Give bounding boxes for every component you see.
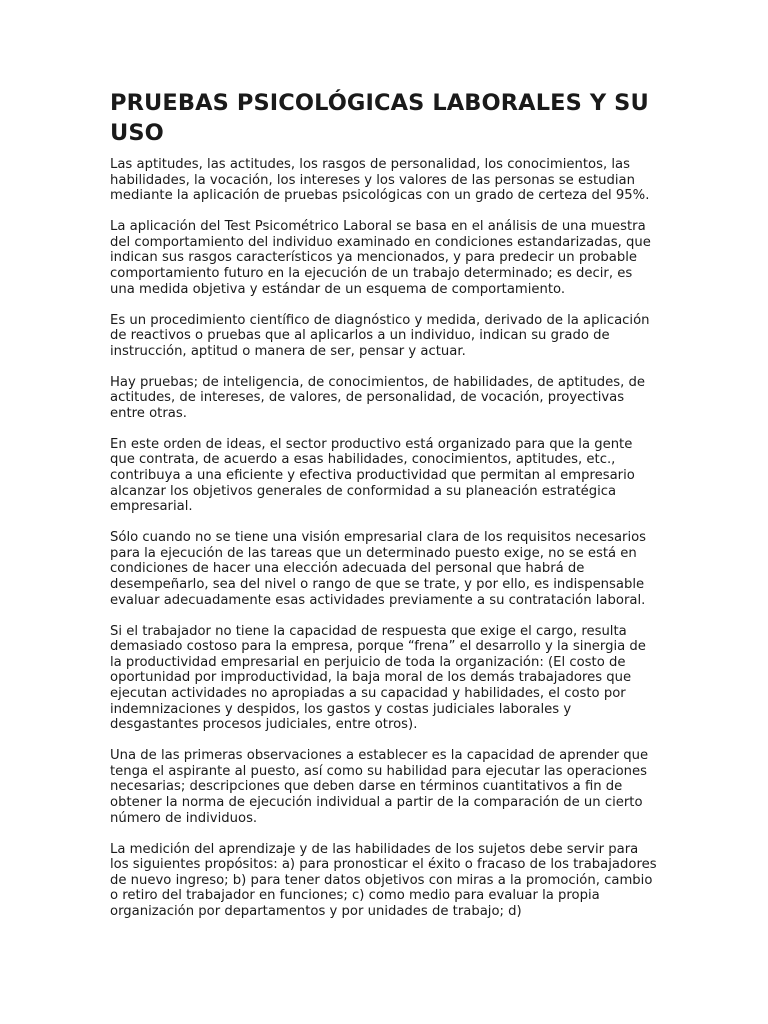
document-page xyxy=(110,88,660,935)
paragraph-2: La aplicación del Test Psicométrico Laboral se basa en el análisis de una muestra del comportamiento del individuo examinado en condiciones estandarizadas, que indican sus rasgos característicos ya mencionados, y para predecir un probable comportamiento futuro en la ejecución de un trabajo determinado; es decir, es una medida objetiva y estándar de un esquema de comportamiento. xyxy=(110,219,651,297)
paragraph-7: Si el trabajador no tiene la capacidad de respuesta que exige el cargo, resulta demasiado costoso para la empresa, porque “frena” el desarrollo y la sinergia de la productividad empresarial en perjuicio de toda la organización: (El costo de oportunidad por improductividad, la baja moral de los demás trabajadores que ejecutan actividades no apropiadas a su capacidad y habilidades, el costo por indemnizaciones y despidos, los gastos y costas judiciales laborales y desgastantes procesos judiciales, entre otros). xyxy=(110,623,646,733)
paragraph-1: Las aptitudes, las actitudes, los rasgos de personalidad, los conocimientos, las habilidades, la vocación, los intereses y los valores de las personas se estudian mediante la aplicación de pruebas psicológicas con un grado de certeza del 95%. xyxy=(110,157,650,204)
paragraph-5: En este orden de ideas, el sector productivo está organizado para que la gente que contrata, de acuerdo a esas habilidades, conocimientos, aptitudes, etc., contribuya a una eficiente y efectiva productividad que permitan al empresario alcanzar los objetivos generales de conformidad a su planeación estratégica empresarial. xyxy=(110,436,635,515)
paragraph-9: La medición del aprendizaje y de las habilidades de los sujetos debe servir para los siguientes propósitos: a) para pronosticar el éxito o fracaso de los trabajadores de nuevo ingreso; b) para tener datos objetivos con miras a la promoción, cambio o retiro del trabajador en funciones; c) como medio para evaluar la propia organización por departamentos y por unidades de trabajo; d) xyxy=(110,841,657,919)
paragraph-8: Una de las primeras observaciones a establecer es la capacidad de aprender que tenga el aspirante al puesto, así como su habilidad para ejecutar las operaciones necesarias; descripciones que deben darse en términos cuantitativos a fin de obtener la norma de ejecución individual a partir de la comparación de un cierto número de individuos. xyxy=(110,748,649,826)
paragraph-6: Sólo cuando no se tiene una visión empresarial clara de los requisitos necesarios para la ejecución de las tareas que un determinado puesto exige, no se está en condiciones de hacer una elección adecuada del personal que habrá de desempeñarlo, sea del nivel o rango de que se trate, y por ello, es indispensable evaluar adecuadamente esas actividades previamente a su contratación laboral. xyxy=(110,530,647,608)
document-title: PRUEBAS PSICOLÓGICAS LABORALES Y SU USO xyxy=(110,90,649,146)
paragraph-4: Hay pruebas; de inteligencia, de conocimientos, de habilidades, de aptitudes, de actitudes, de intereses, de valores, de personalidad, de vocación, proyectivas entre otras. xyxy=(110,374,645,421)
paragraph-3: Es un procedimiento científico de diagnóstico y medida, derivado de la aplicación de reactivos o pruebas que al aplicarlos a un individuo, indican su grado de instrucción, aptitud o manera de ser, pensar y actuar. xyxy=(110,312,650,359)
